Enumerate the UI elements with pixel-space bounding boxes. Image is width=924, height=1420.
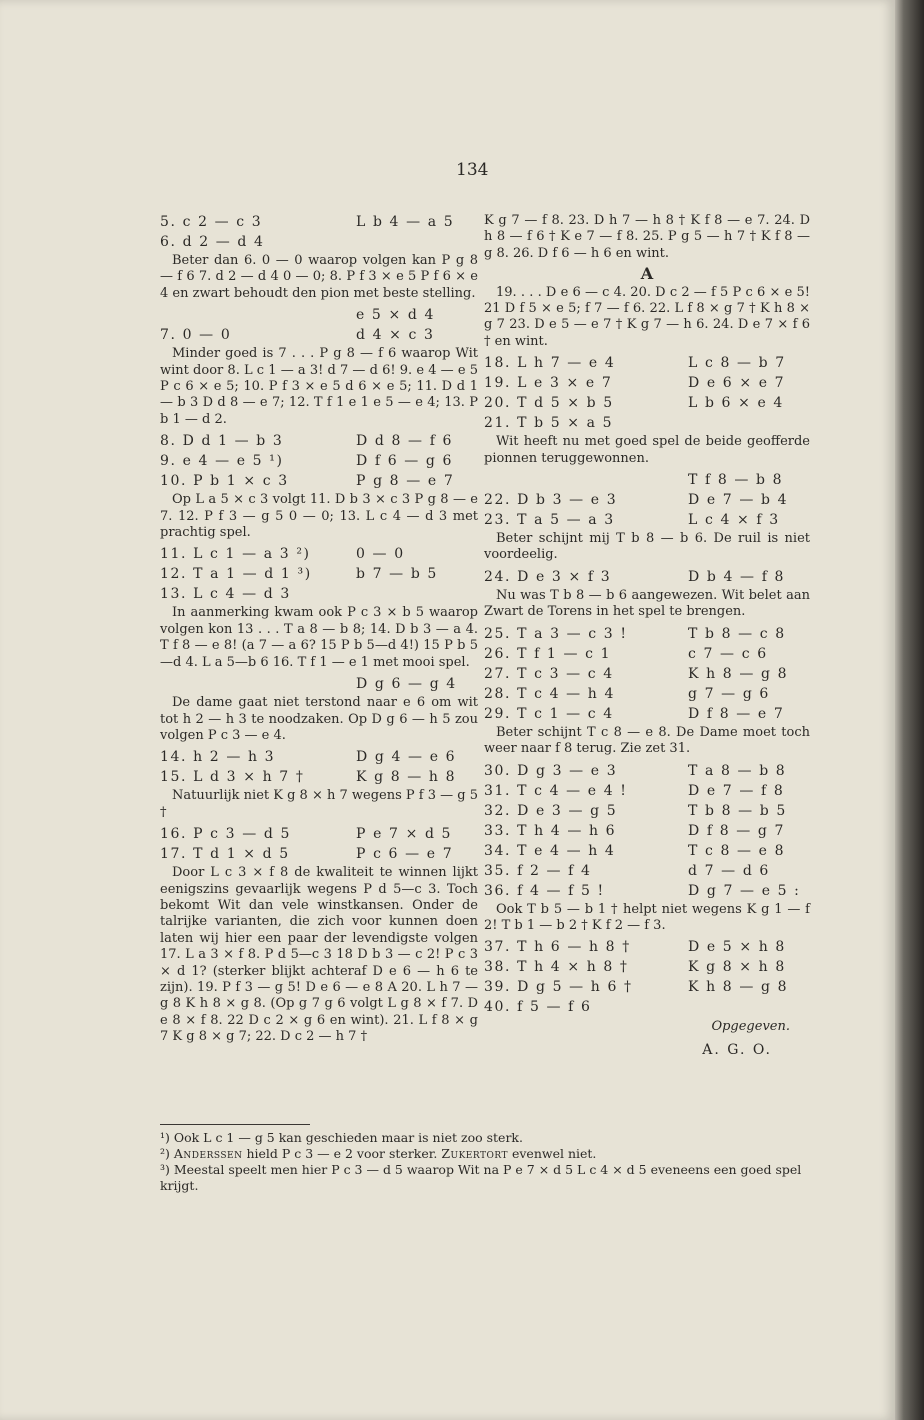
footnote-2 — [160, 1146, 810, 1162]
white-move: 5. c 2 — c 3 — [160, 214, 263, 230]
black-move: L b 4 — a 5 — [356, 214, 455, 230]
move-line — [160, 767, 478, 787]
annotation-paragraph: Beter schijnt mij T b 8 — b 6. De ruil is niet voordeelig. — [484, 531, 810, 563]
annotation-paragraph: Beter dan 6. 0 — 0 waarop volgen kan P g 8 — f 6 7. d 2 — d 4 0 — 0; 8. P f 3 × e 5 P f 6 × e 4 en zwart behoudt den pion met beste stelling. — [160, 253, 478, 301]
white-move: 30. D g 3 — e 3 — [484, 762, 618, 779]
white-move: 19. L e 3 × e 7 — [484, 375, 613, 392]
black-move: D b 4 — f 8 — [688, 568, 786, 585]
white-move: 12. T a 1 — d 1 ³) — [160, 566, 312, 583]
footnote-2-text: hield P c 3 — e 2 voor sterker. — [242, 1146, 442, 1161]
black-move: D d 8 — f 6 — [356, 433, 454, 450]
black-move-line — [160, 674, 478, 694]
footnote-divider — [160, 1124, 310, 1125]
black-move: L b 6 × e 4 — [688, 395, 784, 412]
black-move: T b 8 — c 8 — [688, 625, 786, 642]
black-move: 0 — 0 — [356, 546, 405, 563]
black-move: P g 8 — e 7 — [356, 473, 455, 490]
white-move: 21. T b 5 × a 5 — [484, 415, 614, 432]
black-move: T f 8 — b 8 — [688, 472, 784, 489]
white-move: 7. 0 — 0 — [160, 327, 232, 344]
black-move: b 7 — b 5 — [356, 566, 438, 583]
move-line — [484, 957, 810, 977]
move-line — [484, 761, 810, 781]
annotation-paragraph: Ook T b 5 — b 1 † helpt niet wegens K g 1 — f 2! T b 1 — b 2 † K f 2 — f 3. — [484, 901, 810, 933]
move-line — [484, 821, 810, 841]
white-move: 31. T c 4 — e 4 ! — [484, 782, 628, 799]
move-line — [160, 232, 478, 252]
annotation-paragraph: Beter schijnt T c 8 — e 8. De Dame moet toch weer naar f 8 terug. Zie zet 31. — [484, 724, 810, 757]
white-move: 8. D d 1 — b 3 — [160, 433, 284, 450]
footnote-1: ¹) Ook L c 1 — g 5 kan geschieden maar is niet zoo sterk. — [160, 1130, 523, 1145]
move-line — [484, 490, 810, 510]
white-move: 22. D b 3 — e 3 — [484, 492, 618, 509]
author-signature: A. G. O. — [702, 1041, 772, 1058]
black-move: D f 6 — g 6 — [356, 453, 454, 470]
black-move: D f 8 — g 7 — [688, 822, 786, 839]
black-move: e 5 × d 4 — [356, 307, 435, 324]
white-move: 26. T f 1 — c 1 — [484, 645, 612, 662]
black-move: D g 4 — e 6 — [356, 749, 457, 766]
move-line — [484, 937, 810, 957]
white-move: 17. T d 1 × d 5 — [160, 846, 290, 863]
move-line — [160, 451, 478, 471]
black-move: d 7 — d 6 — [688, 862, 770, 879]
annotation-paragraph: Door L c 3 × f 8 de kwaliteit te winnen lijkt eenigszins gevaarlijk wegens P d 5—c 3. Toch bekomt Wit dan vele winstkansen. Onder de talrijke varianten, die zich voor kunnen doen laten wij hier een paar der levendigste volgen 17. L a 3 × f 8. P d 5—c 3 18 D b 3 — c 2! P c 3 × d 1? (sterker blijkt achteraf D e 6 — h 6 te zijn). 19. P f 3 — g 5! D e 6 — e 8 A 20. L h 7 — g 8 K h 8 × g 8. (Op g 7 g 6 volgt L g 8 × f 7. D e 8 × f 8. 22 D c 2 × g 6 en wint). 21. L f 8 × g 7 K g 8 × g 7; 22. D c 2 — h 7 † — [160, 865, 478, 1045]
footnote-2-mark: ²) — [160, 1146, 174, 1161]
footnote-2-end: evenwel niet. — [508, 1146, 597, 1161]
move-line — [484, 567, 810, 587]
move-line — [160, 325, 478, 345]
annotation-paragraph: Minder goed is 7 . . . P g 8 — f 6 waarop Wit wint door 8. L c 1 — a 3! d 7 — d 6! 9. e 4 — e 5 P c 6 × e 5; 10. P f 3 × e 5 d 6 × e 5; 11. D d 1 — b 3 D d 8 — e 7; 12. T f 1 e 1 e 5 — e 4; 13. P b 1 — d 2. — [160, 346, 478, 427]
black-move: D f 8 — e 7 — [688, 705, 785, 722]
move-line — [484, 413, 810, 433]
move-line — [484, 977, 810, 997]
white-move: 39. D g 5 — h 6 † — [484, 979, 633, 996]
white-move: 10. P b 1 × c 3 — [160, 473, 289, 490]
white-move: 38. T h 4 × h 8 † — [484, 959, 629, 976]
move-line — [160, 824, 478, 844]
move-line — [160, 564, 478, 584]
move-line — [484, 664, 810, 684]
move-line — [484, 510, 810, 530]
annotation-paragraph: K g 7 — f 8. 23. D h 7 — h 8 † K f 8 — e 7. 24. D h 8 — f 6 † K e 7 — f 8. 25. P g 5 — h 7 † K f 8 — g 8. 26. D f 6 — h 6 en wint. — [484, 213, 810, 261]
white-move: 18. L h 7 — e 4 — [484, 355, 616, 372]
black-move: d 4 × c 3 — [356, 327, 435, 344]
annotation-paragraph: Wit heeft nu met goed spel de beide geofferde pionnen teruggewonnen. — [484, 434, 810, 466]
footnote-2-name-anderssen: Anderssen — [173, 1146, 243, 1161]
move-line — [484, 861, 810, 881]
black-move: D g 6 — g 4 — [356, 676, 457, 693]
move-line — [484, 881, 810, 901]
white-move: 32. D e 3 — g 5 — [484, 802, 618, 819]
move-line — [484, 684, 810, 704]
white-move: 16. P c 3 — d 5 — [160, 826, 292, 843]
black-move: K g 8 — h 8 — [356, 769, 457, 786]
right-column — [484, 212, 810, 1058]
black-move-line — [160, 305, 478, 325]
annotation-paragraph: Natuurlijk niet K g 8 × h 7 wegens P f 3 — g 5 † — [160, 788, 478, 820]
footnote-2-name-zukertort: Zukertort — [441, 1146, 508, 1161]
move-line — [484, 373, 810, 393]
black-move-line — [484, 470, 810, 490]
black-move: L c 8 — b 7 — [688, 355, 786, 372]
white-move: 15. L d 3 × h 7 † — [160, 769, 305, 786]
annotation-paragraph: In aanmerking kwam ook P c 3 × b 5 waarop volgen kon 13 . . . T a 8 — b 8; 14. D b 3 — a 4. T f 8 — e 8! (a 7 — a 6? 15 P b 5—d 4!) 15 P b 5—d 4. L a 5—b 6 16. T f 1 — e 1 met mooi spel. — [160, 605, 478, 670]
move-line — [160, 544, 478, 564]
white-move: 9. e 4 — e 5 ¹) — [160, 453, 284, 470]
annotation-paragraph: Nu was T b 8 — b 6 aangewezen. Wit belet aan Zwart de Torens in het spel te brengen. — [484, 587, 810, 620]
left-column — [160, 212, 478, 1049]
black-move: D g 7 — e 5 : — [688, 882, 801, 899]
move-line — [484, 644, 810, 664]
page-edge-shadow — [895, 0, 924, 1420]
move-line — [484, 353, 810, 373]
white-move: 33. T h 4 — h 6 — [484, 822, 617, 839]
black-move: P e 7 × d 5 — [356, 826, 453, 843]
white-move: 35. f 2 — f 4 — [484, 862, 592, 879]
black-move: T c 8 — e 8 — [688, 842, 786, 859]
move-line — [484, 841, 810, 861]
white-move: 24. D e 3 × f 3 — [484, 568, 612, 585]
white-move: 25. T a 3 — c 3 ! — [484, 625, 628, 642]
move-line — [484, 624, 810, 644]
page-number: 134 — [456, 160, 489, 180]
black-move: D e 7 — b 4 — [688, 492, 789, 509]
variation-heading: A — [640, 264, 654, 284]
black-move: T a 8 — b 8 — [688, 762, 787, 779]
black-move — [688, 997, 810, 1017]
move-line — [484, 997, 810, 1017]
black-move: c 7 — c 6 — [688, 645, 768, 662]
black-move: D e 5 × h 8 — [688, 939, 786, 956]
move-line — [160, 844, 478, 864]
white-move: 6. d 2 — d 4 — [160, 234, 265, 250]
white-move: 28. T c 4 — h 4 — [484, 685, 615, 702]
move-line — [484, 781, 810, 801]
black-move: K h 8 — g 8 — [688, 979, 789, 996]
black-move — [356, 584, 478, 604]
white-move: 23. T a 5 — a 3 — [484, 512, 615, 529]
move-line — [484, 393, 810, 413]
white-move: 37. T h 6 — h 8 † — [484, 939, 631, 956]
white-move: 13. L c 4 — d 3 — [160, 586, 291, 603]
white-move: 20. T d 5 × b 5 — [484, 395, 614, 412]
move-line — [160, 431, 478, 451]
move-line — [160, 471, 478, 491]
move-line — [160, 747, 478, 767]
black-move: g 7 — g 6 — [688, 685, 770, 702]
move-line — [484, 801, 810, 821]
white-move: 34. T e 4 — h 4 — [484, 842, 616, 859]
move-line — [160, 584, 478, 604]
white-move: 11. L c 1 — a 3 ²) — [160, 546, 311, 563]
black-move: K g 8 × h 8 — [688, 959, 786, 976]
black-move: D e 6 × e 7 — [688, 375, 786, 392]
footnote-3: ³) Meestal speelt men hier P c 3 — d 5 waarop Wit na P e 7 × d 5 L c 4 × d 5 eveneens een goed spel krijgt. — [160, 1162, 802, 1193]
black-move: L c 4 × f 3 — [688, 512, 780, 529]
resignation-note: Opgegeven. — [711, 1019, 790, 1035]
white-move: 36. f 4 — f 5 ! — [484, 882, 605, 899]
annotation-paragraph: De dame gaat niet terstond naar e 6 om wit tot h 2 — h 3 te noodzaken. Op D g 6 — h 5 zou volgen P c 3 — e 4. — [160, 695, 478, 743]
move-line — [484, 704, 810, 724]
black-move: P c 6 — e 7 — [356, 846, 454, 863]
annotation-paragraph: 19. . . . D e 6 — c 4. 20. D c 2 — f 5 P c 6 × e 5! 21 D f 5 × e 5; f 7 — f 6. 22. L f 8 × g 7 † K h 8 × g 7 23. D e 5 — e 7 † K g 7 — h 6. 24. D e 7 × f 6 † en wint. — [484, 284, 810, 349]
white-move: 27. T c 3 — c 4 — [484, 665, 614, 682]
black-move: D e 7 — f 8 — [688, 782, 785, 799]
annotation-paragraph: Op L a 5 × c 3 volgt 11. D b 3 × c 3 P g 8 — e 7. 12. P f 3 — g 5 0 — 0; 13. L c 4 — d 3 met prachtig spel. — [160, 492, 478, 541]
black-move: K h 8 — g 8 — [688, 665, 789, 682]
black-move — [688, 413, 810, 433]
white-move: 14. h 2 — h 3 — [160, 749, 276, 766]
white-move: 40. f 5 — f 6 — [484, 999, 592, 1016]
white-move: 29. T c 1 — c 4 — [484, 705, 614, 722]
black-move: T b 8 — b 5 — [688, 802, 787, 819]
move-line — [160, 212, 478, 232]
black-move — [356, 232, 478, 252]
